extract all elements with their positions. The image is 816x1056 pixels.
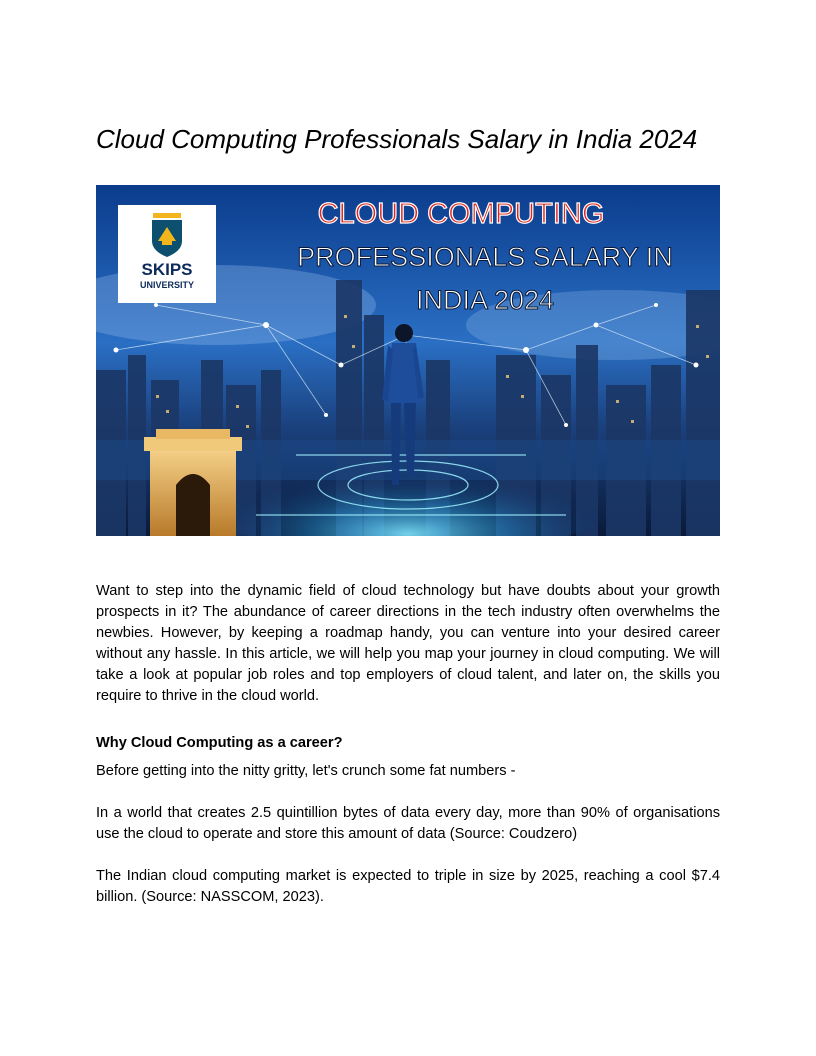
banner-headline-line1: CLOUD COMPUTING — [317, 198, 605, 230]
logo-subtitle: UNIVERSITY — [139, 280, 194, 290]
logo-name: SKIPS — [141, 260, 193, 279]
banner-headline-line3: INDIA 2024 — [415, 285, 555, 315]
section-heading: Why Cloud Computing as a career? — [96, 735, 343, 751]
paragraph-market-stat: The Indian cloud computing market is expected to triple in size by 2025, reaching a cool $7.4 billion. (Source: NASSCOM, 2023). — [96, 868, 720, 905]
page-title: Cloud Computing Professionals Salary in India 2024 — [96, 124, 698, 154]
india-gate-illustration — [144, 429, 242, 536]
banner-image — [96, 185, 720, 536]
shield-icon — [118, 205, 216, 265]
intro-paragraph: Want to step into the dynamic field of cloud technology but have doubts about your growth prospects in it? The abundance of career directions in the tech industry often overwhelms the newbies. However, by keeping a roadmap handy, you can venture into your desired career without any hassle. In this article, we will help you map your journey in cloud computing. We will take a look at popular job roles and top employers of cloud talent, and later on, the skills you require to thrive in the cloud world. — [96, 583, 720, 704]
paragraph-numbers-intro: Before getting into the nitty gritty, let's crunch some fat numbers - — [96, 763, 516, 779]
banner-headline-line2: PROFESSIONALS SALARY IN — [297, 242, 673, 272]
university-logo — [118, 205, 216, 303]
paragraph-data-stat: In a world that creates 2.5 quintillion bytes of data every day, more than 90% of organisations use the cloud to operate and store this amount of data (Source: Coudzero) — [96, 805, 720, 842]
